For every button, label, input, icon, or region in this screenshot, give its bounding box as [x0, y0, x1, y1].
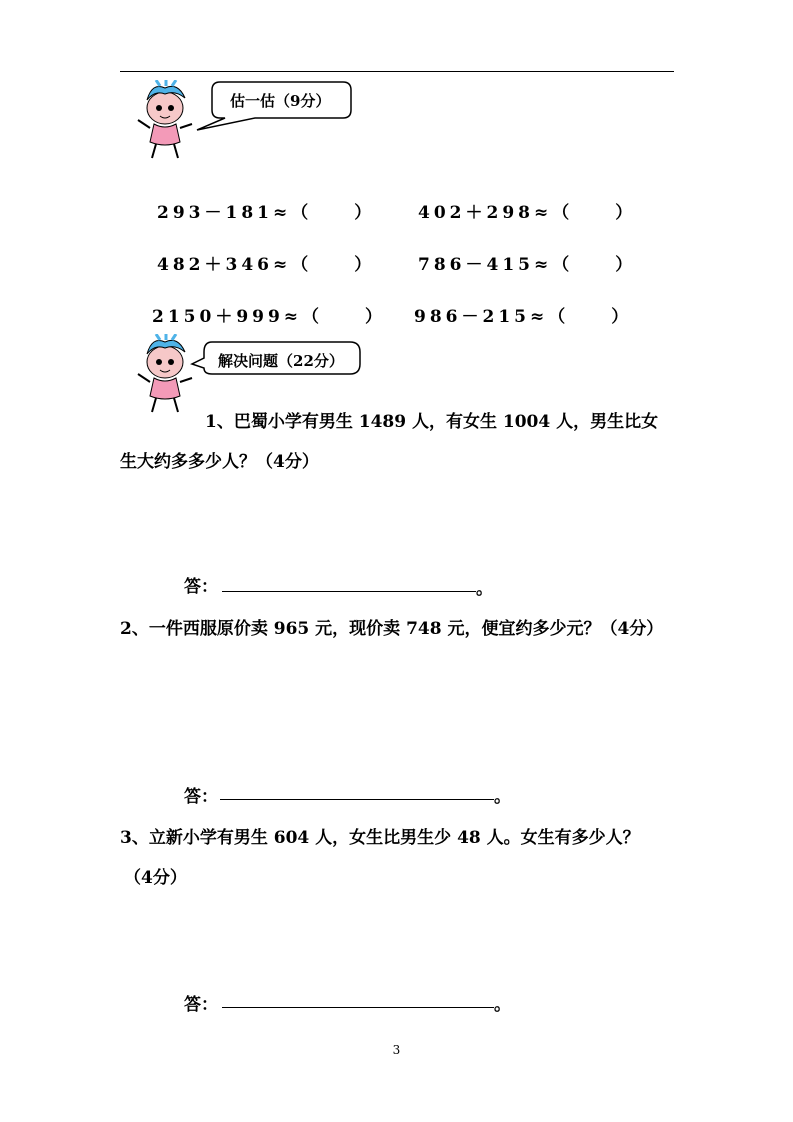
header-rule: [120, 71, 674, 72]
problem-text: 2、一件西服原价卖 965 元，现价卖 748 元，便宜约多少元？（4分）: [120, 619, 664, 639]
answer-period: 。: [494, 787, 511, 807]
problem-text: （4分）: [124, 868, 187, 888]
answer-line[interactable]: [222, 591, 476, 592]
answer-label: 答：: [184, 787, 218, 807]
page-number: 3: [392, 1043, 401, 1057]
answer-label: 答：: [184, 995, 218, 1015]
answer-line[interactable]: [220, 799, 494, 800]
section-title-problems: 解决问题（22分）: [218, 352, 344, 370]
problem-text: 生大约多多少人？（4分）: [120, 452, 319, 472]
problem-text: 1、巴蜀小学有男生 1489 人，有女生 1004 人，男生比女: [205, 412, 659, 432]
estimate-item: 786－415≈（ ）: [418, 255, 637, 275]
estimate-item: 293－181≈（ ）: [157, 203, 376, 223]
estimate-item: 402＋298≈（ ）: [418, 203, 637, 223]
estimate-item: 482＋346≈（ ）: [157, 255, 376, 275]
cartoon-girl-icon: [130, 80, 200, 160]
estimate-item: 2150＋999≈（ ）: [152, 307, 387, 327]
answer-period: 。: [476, 579, 493, 599]
answer-line[interactable]: [222, 1007, 494, 1008]
answer-label: 答：: [184, 577, 218, 597]
answer-period: 。: [494, 995, 511, 1015]
section-title-estimate: 估一估（9分）: [230, 92, 331, 110]
estimate-item: 986－215≈（ ）: [414, 307, 633, 327]
problem-text: 3、立新小学有男生 604 人，女生比男生少 48 人。女生有多少人？: [120, 828, 640, 848]
